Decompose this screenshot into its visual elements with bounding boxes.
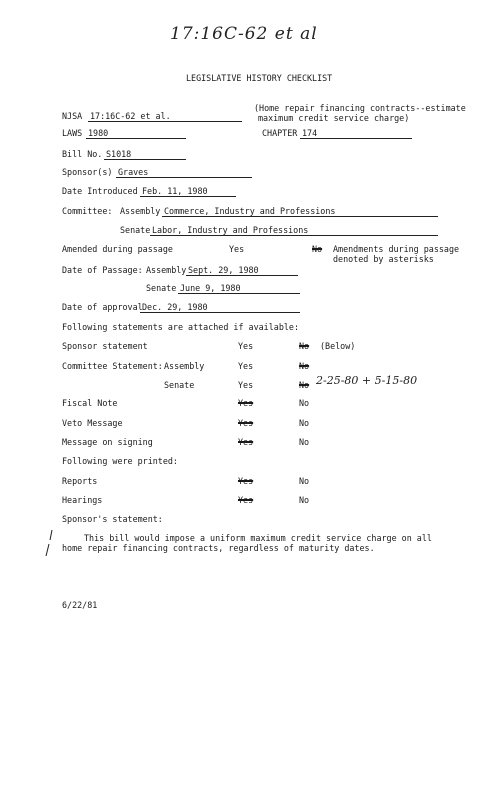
hearings-yes: Yes [238,495,254,505]
committee-statement-assembly-no: No [299,361,310,371]
approval-value: Dec. 29, 1980 [140,302,300,313]
reports-no: No [299,476,310,486]
veto-no: No [299,418,310,428]
sponsor-statement-no: No [299,341,310,351]
assembly-label: Assembly [120,206,161,216]
chapter-label: CHAPTER [262,128,298,138]
bill-label: Bill No. [62,149,103,159]
committee-statement-senate-label: Senate [164,380,195,390]
statement-heading: Sponsor's statement: [62,514,163,524]
below-note: (Below) [320,341,356,351]
footer-date: 6/22/81 [62,600,98,610]
passage-label: Date of Passage: [62,265,143,275]
attached-heading: Following statements are attached if available: [62,322,299,332]
laws-label: LAWS [62,128,83,138]
amended-note-line-1: Amendments during passage [333,244,460,254]
sponsor-label: Sponsor(s) [62,167,113,177]
committee-statement-senate-yes: Yes [238,380,254,390]
passage-assembly-value: Sept. 29, 1980 [186,265,298,276]
veto-label: Veto Message [62,418,123,428]
assembly-committee: Commerce, Industry and Professions [162,206,438,217]
njsa-value: 17:16C-62 et al. [88,111,242,122]
document-title: LEGISLATIVE HISTORY CHECKLIST [186,73,333,83]
handwritten-citation: 17:16C-62 et al [170,24,318,44]
hearings-label: Hearings [62,495,103,505]
laws-value: 1980 [86,128,186,139]
fiscal-note-label: Fiscal Note [62,398,118,408]
printed-heading: Following were printed: [62,456,178,466]
chapter-value: 174 [300,128,412,139]
signing-label: Message on signing [62,437,153,447]
committee-statement-senate-no: No [299,380,310,390]
passage-senate-value: June 9, 1980 [178,283,300,294]
fiscal-note-yes: Yes [238,398,254,408]
approval-label: Date of approval [62,302,143,312]
fiscal-note-no: No [299,398,310,408]
hearings-no: No [299,495,310,505]
amended-no: No [312,244,323,254]
handwritten-senate-dates: 2-25-80 + 5-15-80 [316,374,418,387]
passage-senate-label: Senate [146,283,177,293]
introduced-label: Date Introduced [62,186,138,196]
senate-committee-label: Senate [120,225,151,235]
amended-yes: Yes [229,244,245,254]
margin-pen-mark [44,528,56,560]
committee-statement-assembly-label: Assembly [164,361,205,371]
committee-label: Committee: [62,206,113,216]
statement-line-1: This bill would impose a uniform maximum credit service charge on all [84,533,432,543]
introduced-value: Feb. 11, 1980 [140,186,236,197]
veto-yes: Yes [238,418,254,428]
sponsor-statement-label: Sponsor statement [62,341,148,351]
signing-no: No [299,437,310,447]
description-line-2: maximum credit service charge) [258,113,410,123]
njsa-label: NJSA [62,111,83,121]
reports-label: Reports [62,476,98,486]
sponsor-value: Graves [116,167,252,178]
description-line-1: (Home repair financing contracts--estimate [254,103,466,113]
reports-yes: Yes [238,476,254,486]
signing-yes: Yes [238,437,254,447]
passage-assembly-label: Assembly [146,265,187,275]
committee-statement-label: Committee Statement: [62,361,163,371]
statement-line-2: home repair financing contracts, regardless of maturity dates. [62,543,375,553]
senate-committee: Labor, Industry and Professions [150,225,438,236]
amended-note-line-2: denoted by asterisks [333,254,434,264]
committee-statement-assembly-yes: Yes [238,361,254,371]
amended-label: Amended during passage [62,244,173,254]
sponsor-statement-yes: Yes [238,341,254,351]
bill-value: S1018 [104,149,186,160]
